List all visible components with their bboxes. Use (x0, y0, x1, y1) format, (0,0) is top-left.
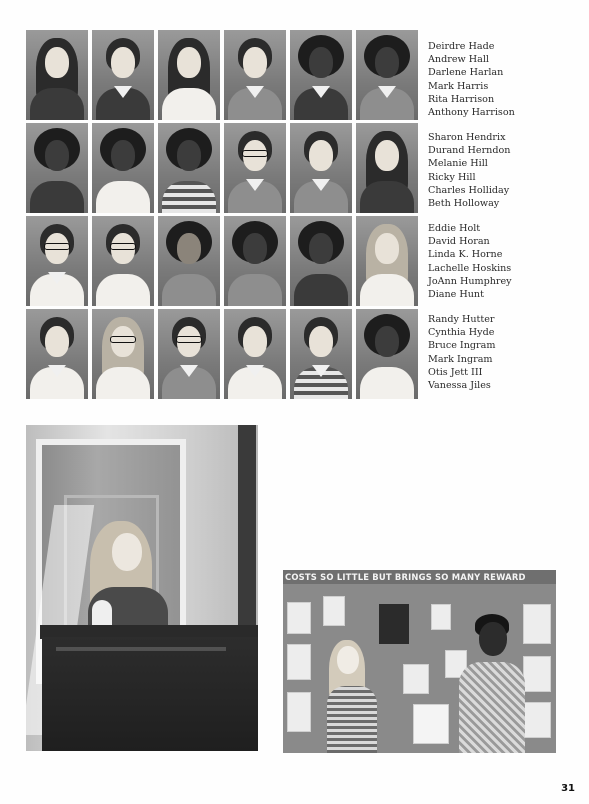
student-name: Rita Harrison (428, 93, 495, 105)
portrait-row-4 (26, 309, 418, 399)
student-name: Linda K. Horne (428, 249, 503, 261)
name-list-row-4 (428, 313, 495, 392)
student-name: Randy Hutter (428, 314, 495, 325)
portrait-photo (92, 216, 154, 306)
student-name: Sharon Hendrix (428, 132, 506, 143)
name-list-row-3 (428, 222, 512, 301)
student-name: Mark Ingram (428, 353, 493, 365)
name-list-row-1 (428, 40, 515, 119)
portrait-photo (158, 216, 220, 306)
student-name: Bruce Ingram (428, 340, 496, 352)
student-name: Mark Harris (428, 80, 489, 92)
student-name: Diane Hunt (428, 289, 484, 301)
student-name: Lachelle Hoskins (428, 262, 512, 274)
student-name: Andrew Hall (428, 54, 489, 66)
portrait-photo (26, 309, 88, 399)
student-name: Otis Jett III (428, 366, 483, 378)
portrait-photo (224, 216, 286, 306)
student-name: Durand Herndon (428, 145, 511, 157)
portrait-photo (92, 123, 154, 213)
student-name: Anthony Harrison (428, 107, 515, 119)
portrait-row-3 (26, 216, 418, 306)
student-name: Eddie Holt (428, 223, 481, 234)
name-list-row-2 (428, 131, 510, 210)
portrait-photo (224, 123, 286, 213)
candid-photo-bulletin-board (283, 570, 556, 753)
portrait-photo (26, 123, 88, 213)
student-name: David Horan (428, 236, 490, 248)
student-name: Beth Holloway (428, 198, 500, 210)
portrait-photo (224, 309, 286, 399)
portrait-photo (290, 216, 352, 306)
page-number: 31 (561, 783, 575, 794)
portrait-photo (224, 30, 286, 120)
student-name: Vanessa Jiles (428, 380, 491, 392)
portrait-photo (92, 309, 154, 399)
portrait-photo (158, 309, 220, 399)
portrait-row-2 (26, 123, 418, 213)
portrait-row-1 (26, 30, 418, 120)
student-name: JoAnn Humphrey (428, 275, 512, 287)
student-name: Darlene Harlan (428, 67, 504, 79)
bulletin-board-banner: COSTS SO LITTLE BUT BRINGS SO MANY REWARD (283, 570, 556, 584)
portrait-photo (92, 30, 154, 120)
portrait-photo (356, 123, 418, 213)
student-name: Cynthia Hyde (428, 327, 495, 339)
student-name: Deirdre Hade (428, 41, 495, 52)
portrait-photo (26, 30, 88, 120)
portrait-photo (356, 309, 418, 399)
student-name: Ricky Hill (428, 171, 476, 183)
portrait-photo (356, 216, 418, 306)
portrait-photo (290, 30, 352, 120)
portrait-photo (290, 123, 352, 213)
portrait-photo (158, 123, 220, 213)
candid-photo-piano (26, 425, 258, 751)
portrait-photo (26, 216, 88, 306)
portrait-photo (290, 309, 352, 399)
student-name: Charles Holliday (428, 184, 510, 196)
portrait-photo (356, 30, 418, 120)
portrait-photo (158, 30, 220, 120)
student-name: Melanie Hill (428, 158, 488, 170)
